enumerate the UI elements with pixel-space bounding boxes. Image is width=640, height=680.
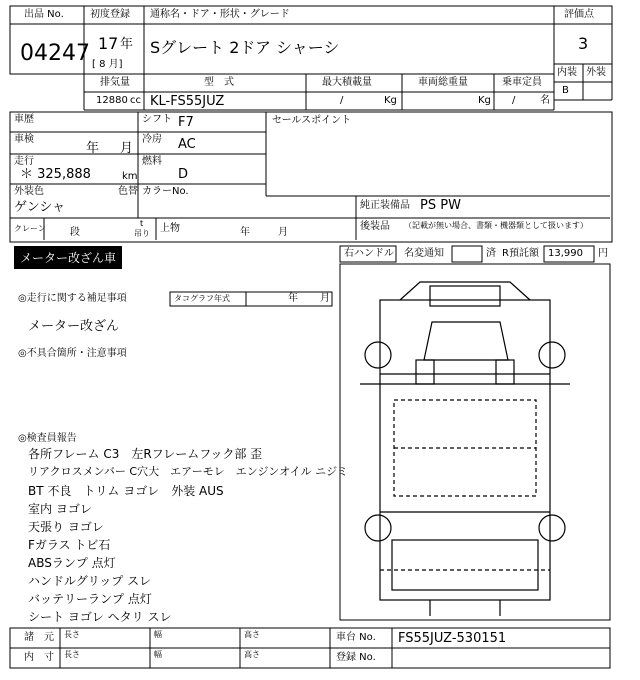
model-code-label: 型 式 <box>204 77 234 88</box>
score-label: 評価点 <box>564 9 594 20</box>
tachograph-month: 月 <box>320 293 330 304</box>
inspector-line: ハンドルグリップ スレ <box>28 574 152 588</box>
inner-label: 内 寸 <box>24 652 54 663</box>
tachograph-year: 年 <box>288 293 298 304</box>
displacement-label: 排気量 <box>100 77 130 88</box>
interior-label: 内装 <box>557 67 577 78</box>
lot-no-label: 出品 No. <box>24 9 64 20</box>
dims-label: 諸 元 <box>24 632 54 643</box>
width-label: 幅 <box>154 650 162 659</box>
length-label: 長さ <box>64 630 80 639</box>
max-load: / <box>340 95 344 106</box>
aircon: AC <box>178 137 196 152</box>
capacity: / <box>512 95 516 106</box>
tachograph-label: タコグラフ年式 <box>174 294 230 303</box>
inspection-year-unit: 年 <box>86 141 100 156</box>
color-code-label: カラーNo. <box>142 186 189 197</box>
km-unit: km <box>122 171 138 182</box>
yen-unit: 円 <box>598 248 608 259</box>
shift: F7 <box>178 115 194 130</box>
first-reg-year: 17 <box>98 34 119 53</box>
model-name-label: 通称名・ドア・形状・グレード <box>150 9 290 20</box>
first-reg-month: [ 8 月] <box>92 59 123 70</box>
recycle-label: 済 <box>486 248 496 259</box>
defects-label: ◎不具合箇所・注意事項 <box>18 348 127 359</box>
truck-diagram <box>360 282 570 616</box>
max-load-label: 最大積載量 <box>322 77 372 88</box>
height-label: 高さ <box>244 630 260 639</box>
chassis-label: 車台 No. <box>336 632 376 643</box>
capacity-label: 乗車定員 <box>502 77 542 88</box>
upper-label: 上物 <box>160 223 180 234</box>
inspector-line: シート ヨゴレ ヘタリ スレ <box>28 610 172 624</box>
inspector-line: ABSランプ 点灯 <box>28 556 116 570</box>
aftermarket-label: 後装品 <box>360 221 390 232</box>
meter-tampered-badge: メーター改ざん車 <box>14 246 122 269</box>
upper-month: 月 <box>278 227 288 238</box>
lot-no: 04247 <box>20 41 90 66</box>
inspection-month-unit: 月 <box>120 141 134 156</box>
displacement: 12880 <box>96 95 128 106</box>
upper-year: 年 <box>240 227 250 238</box>
model-name: Sグレート 2ドア シャーシ <box>150 38 340 57</box>
aircon-label: 冷房 <box>142 134 162 145</box>
rhd-label: 右ハンドル <box>344 248 394 259</box>
inspection-label: 車検 <box>14 134 34 145</box>
aftermarket-note: （記載が無い場合、書類・機器類として扱います） <box>404 221 588 230</box>
fuel: D <box>178 167 189 182</box>
ton-sub: 吊り <box>134 229 150 238</box>
chassis-no: FS55JUZ-530151 <box>398 631 507 646</box>
supplement-label: ◎走行に関する補足事項 <box>18 293 127 304</box>
crane-label: クレーン <box>14 224 46 233</box>
inspector-line: 天張り ヨゴレ <box>28 520 104 534</box>
width-label: 幅 <box>154 630 162 639</box>
supplement-text: メーター改ざん <box>28 319 120 334</box>
model-code: KL-FS55JUZ <box>150 94 225 109</box>
inspector-line: リアクロスメンバー C穴大 エアーモレ エンジンオイル ニジミ <box>28 465 349 478</box>
cc-unit: cc <box>130 95 141 106</box>
mileage: ＊ 325,888 <box>20 167 91 182</box>
length-label: 長さ <box>64 650 80 659</box>
inspector-line: BT 不良 トリム ヨゴレ 外装 AUS <box>28 484 224 498</box>
inspector-line: 各所フレーム C3 左Rフレームフック部 歪 <box>28 447 263 461</box>
height-label: 高さ <box>244 650 260 659</box>
fuel-label: 燃料 <box>142 156 162 167</box>
name-change-label: 名変通知 <box>404 248 444 259</box>
reg-no-label: 登録 No. <box>336 652 376 663</box>
first-reg-label: 初度登録 <box>90 9 130 20</box>
year-unit: 年 <box>120 37 134 52</box>
stage-unit: 段 <box>70 227 80 238</box>
inspector-line: バッテリーランプ 点灯 <box>28 592 152 606</box>
inspector-label: ◎検査員報告 <box>18 433 77 444</box>
inspector-line: Fガラス トビ石 <box>28 538 111 552</box>
shift-label: シフト <box>142 114 172 125</box>
ton-unit: t <box>140 219 144 228</box>
history-label: 車歴 <box>14 114 34 125</box>
equipment-label: 純正装備品 <box>360 200 410 211</box>
mileage-label: 走行 <box>14 156 34 167</box>
color-no-label: 色替 <box>118 186 138 197</box>
gross-weight: Kg <box>478 95 491 106</box>
color: ゲンシャ <box>14 200 66 215</box>
recycle-fee: 13,990 <box>548 248 583 259</box>
exterior-label: 外装 <box>586 67 606 78</box>
interior-grade: B <box>562 85 569 96</box>
color-label: 外装色 <box>14 186 44 197</box>
kg-unit-1: Kg <box>384 95 397 106</box>
inspector-line: 室内 ヨゴレ <box>28 502 92 516</box>
recycle-fee-label: R預託額 <box>502 248 539 259</box>
score: 3 <box>578 34 589 53</box>
equipment: PS PW <box>420 198 461 213</box>
person-unit: 名 <box>540 95 550 106</box>
gross-weight-label: 車両総重量 <box>418 77 468 88</box>
sales-point-label: セールスポイント <box>272 115 352 126</box>
